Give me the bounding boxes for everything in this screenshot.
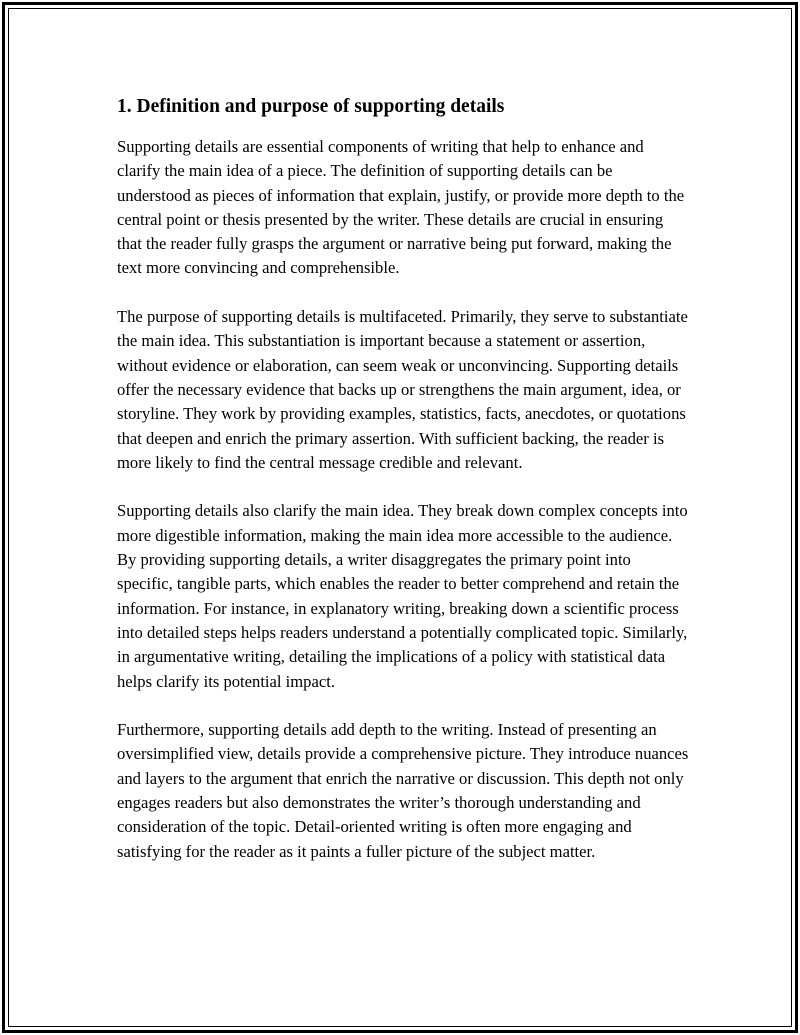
paragraph-purpose: The purpose of supporting details is multifaceted. Primarily, they serve to substantiate the main idea. This substantiation is important because a statement or assertion, without evidence or elaboration, can seem weak or unconvincing. Supporting details offer the necessary evidence that backs up or strengthens the main argument, idea, or storyline. They work by providing examples, statistics, facts, anecdotes, or quotations that deepen and enrich the primary assertion. With sufficient backing, the reader is more likely to find the central message credible and relevant.	[117, 307, 688, 472]
document-body	[117, 94, 689, 888]
paragraph-clarify: Supporting details also clarify the main idea. They break down complex concepts into more digestible information, making the main idea more accessible to the audience. By providing supporting details, a writer disaggregates the primary point into specific, tangible parts, which enables the reader to better comprehend and retain the information. For instance, in explanatory writing, breaking down a scientific process into detailed steps helps readers understand a potentially complicated topic. Similarly, in argumentative writing, detailing the implications of a policy with statistical data helps clarify its potential impact.	[117, 501, 688, 691]
section-heading: 1. Definition and purpose of supporting details	[117, 96, 505, 117]
paragraph-depth: Furthermore, supporting details add depth to the writing. Instead of presenting an oversimplified view, details provide a comprehensive picture. They introduce nuances and layers to the argument that enrich the narrative or discussion. This depth not only engages readers but also demonstrates the writer’s thorough understanding and consideration of the topic. Detail-oriented writing is often more engaging and satisfying for the reader as it paints a fuller picture of the subject matter.	[117, 720, 689, 861]
paragraph-definition: Supporting details are essential components of writing that help to enhance and clarify the main idea of a piece. The definition of supporting details can be understood as pieces of information that explain, justify, or provide more depth to the central point or thesis presented by the writer. These details are crucial in ensuring that the reader fully grasps the argument or narrative being put forward, making the text more convincing and comprehensible.	[117, 137, 685, 278]
